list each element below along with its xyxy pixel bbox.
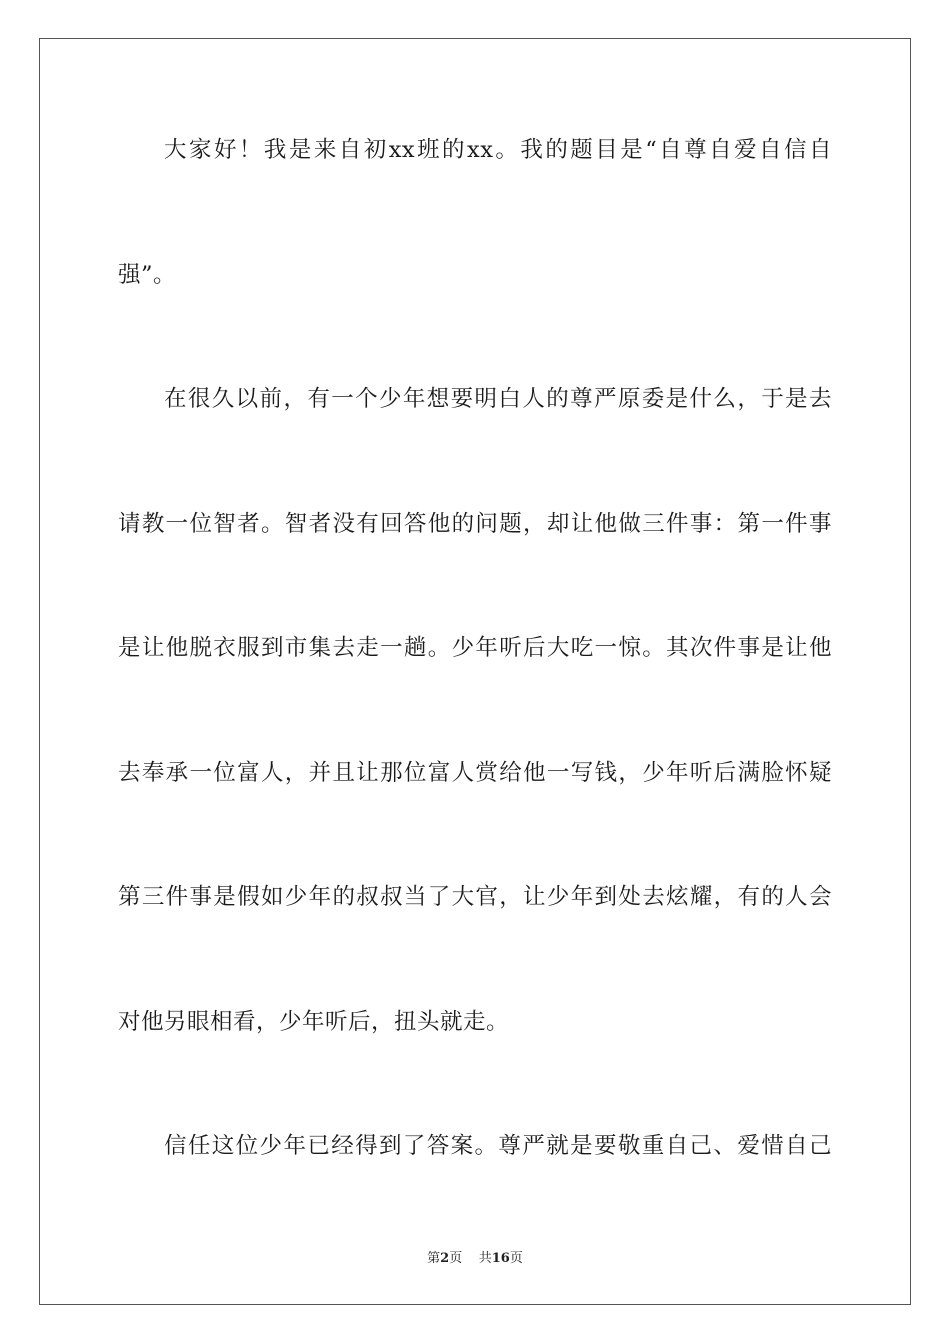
page-number: 2: [440, 1251, 450, 1266]
text-line-8: 对他另眼相看，少年听后，扭头就走。: [118, 1008, 510, 1035]
text-line-1: 大家好！我是来自初xx班的xx。我的题目是“自尊自爱自信自: [164, 137, 832, 163]
document-body: [118, 128, 832, 1249]
text-line-4: 请教一位智者。智者没有回答他的问题，却让他做三件事：第一件事: [118, 510, 832, 537]
text-line-2: 强”。: [118, 261, 177, 288]
text-line-5: 是让他脱衣服到市集去走一趟。少年听后大吃一惊。其次件事是让他: [118, 635, 832, 661]
text-line-6: 去奉承一位富人，并且让那位富人赏给他一写钱，少年听后满脸怀疑: [118, 759, 832, 786]
page-footer: [0, 1247, 950, 1266]
total-pages: 16: [491, 1251, 510, 1266]
page-prefix: 第: [427, 1251, 441, 1266]
text-line-7: 第三件事是假如少年的叔叔当了大官，让少年到处去炫耀，有的人会: [118, 884, 832, 910]
total-prefix: 共: [478, 1251, 492, 1266]
total-suffix: 页: [509, 1251, 523, 1266]
text-line-3: 在很久以前，有一个少年想要明白人的尊严原委是什么，于是去: [164, 386, 832, 412]
text-line-9: 信任这位少年已经得到了答案。尊严就是要敬重自己、爱惜自己: [164, 1133, 832, 1159]
page-suffix: 页: [449, 1251, 463, 1266]
